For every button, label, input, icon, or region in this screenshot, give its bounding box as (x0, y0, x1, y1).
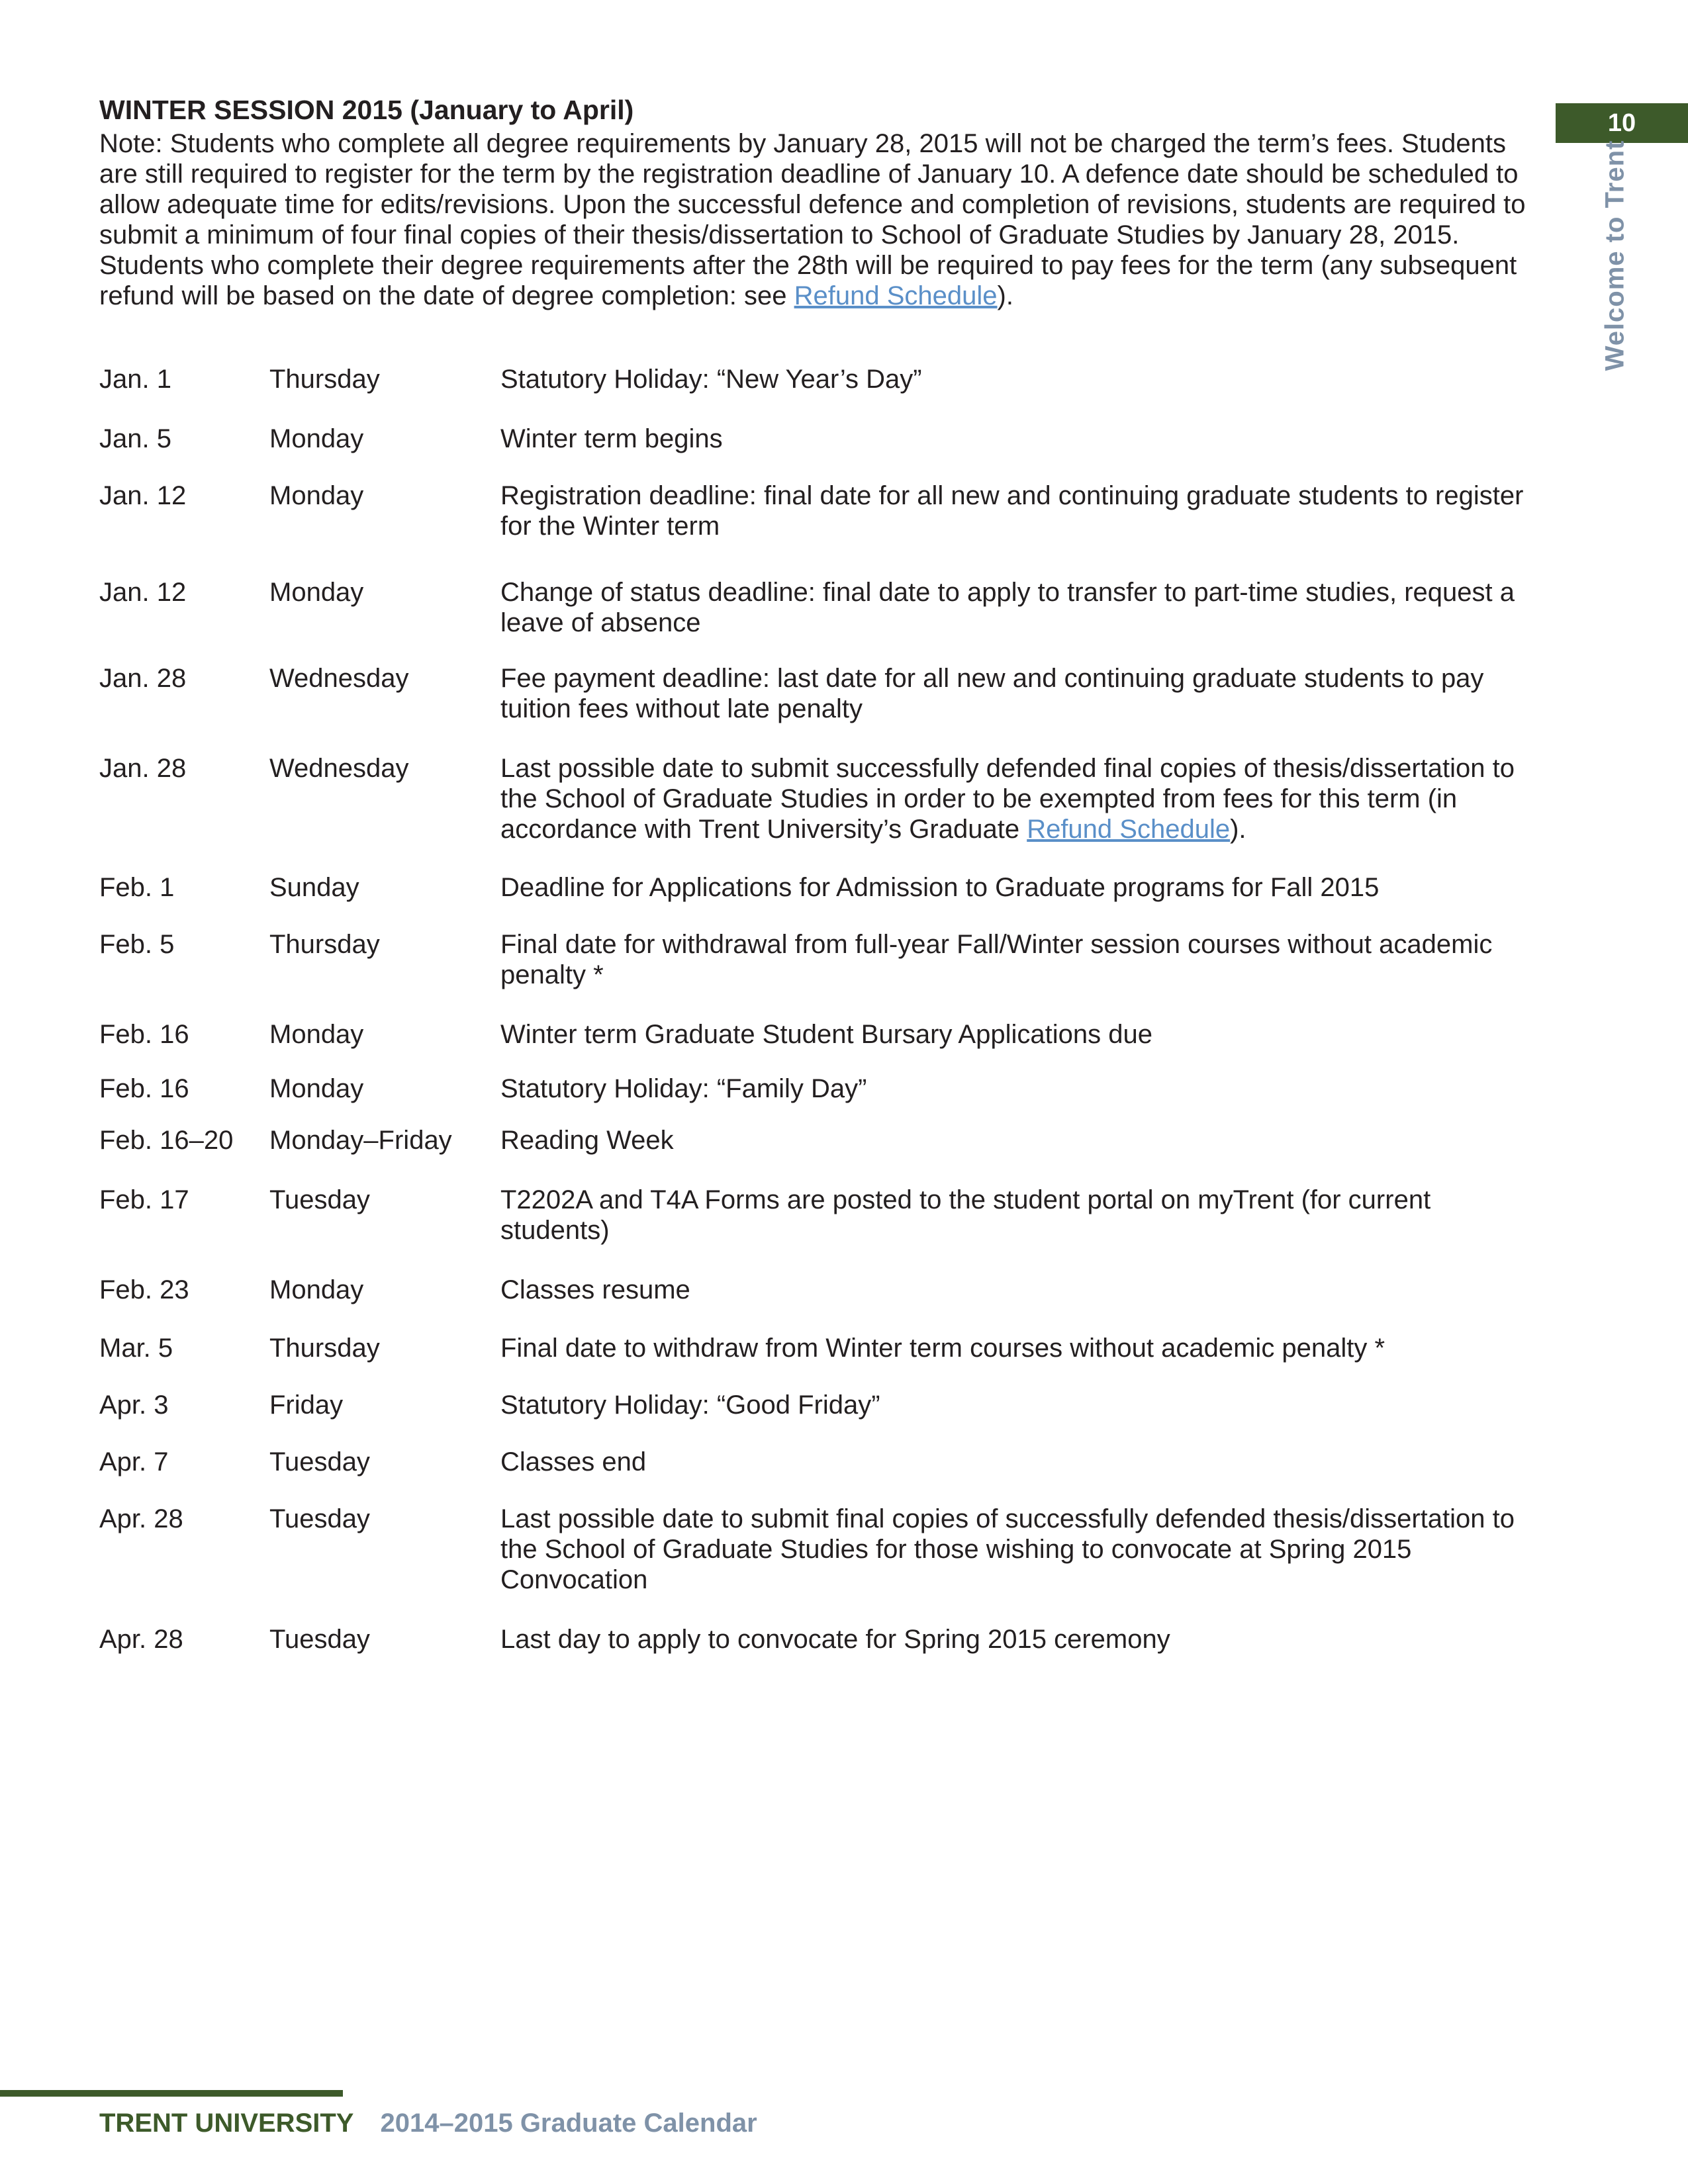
event-description (500, 872, 1542, 903)
event-description-text: Fee payment deadline: last date for all new and continuing graduate students to pay tuition fees without late penalty (500, 664, 1484, 723)
note-text: Note: Students who complete all degree requirements by January 28, 2015 will not be charged the term’s fees. Students are still required to register for the term by the registration deadline of January 10. A defence date should be scheduled to allow adequate time for edits/revisions. Upon the successful defence and completion of revisions, students are required to submit a minimum of four final copies of their thesis/dissertation to School of Graduate Studies by January 28, 2015. Students who complete their degree requirements after the 28th will be required to pay fees for the term (any subsequent refund will be based on the date of degree completion: see (99, 129, 1526, 310)
event-description-text: Final date to withdraw from Winter term courses without academic penalty * (500, 1334, 1385, 1363)
event-day: Tuesday (269, 1504, 370, 1533)
event-row (99, 929, 1542, 990)
page-number-badge: 10 (1556, 103, 1688, 143)
event-date: Jan. 12 (99, 578, 187, 607)
event-description (500, 364, 1542, 394)
note-end: ). (997, 281, 1013, 310)
event-day: Monday (269, 1020, 364, 1049)
section-title: WINTER SESSION 2015 (January to April) (99, 95, 634, 125)
event-day: Sunday (269, 873, 359, 902)
refund-schedule-link[interactable]: Refund Schedule (1027, 815, 1231, 844)
event-day: Tuesday (269, 1185, 370, 1214)
event-description-text: Statutory Holiday: “Good Friday” (500, 1390, 880, 1420)
main-content (99, 93, 1542, 1655)
event-day: Wednesday (269, 754, 409, 783)
event-date: Apr. 28 (99, 1625, 183, 1654)
event-day: Thursday (269, 930, 380, 959)
event-description (500, 1333, 1542, 1363)
event-description (500, 1624, 1542, 1655)
event-date: Feb. 17 (99, 1185, 189, 1214)
event-description (500, 1275, 1542, 1305)
event-day: Monday (269, 424, 364, 453)
event-description (500, 1447, 1542, 1477)
event-row (99, 480, 1542, 541)
event-description-text: Last possible date to submit final copies of successfully defended thesis/dissertation to the School of Graduate Studies for those wishing to convocate at Spring 2015 Convocation (500, 1504, 1515, 1594)
event-description (500, 929, 1542, 990)
event-description-text: Final date for withdrawal from full-year Fall/Winter session courses without academic penalty * (500, 930, 1493, 989)
event-day: Monday (269, 578, 364, 607)
event-description-text: Reading Week (500, 1126, 674, 1155)
event-day: Friday (269, 1390, 344, 1420)
event-description-text: Last possible date to submit successfully defended final copies of thesis/dissertation to the School of Graduate Studies in order to be exempted from fees for this term (in accordance with Trent University’s Graduate (500, 754, 1515, 844)
event-description (500, 577, 1542, 638)
event-date: Jan. 5 (99, 424, 171, 453)
event-description-text: Change of status deadline: final date to apply to transfer to part-time studies, request a leave of absence (500, 578, 1515, 637)
event-description (500, 1504, 1542, 1595)
event-day: Monday–Friday (269, 1126, 452, 1155)
footer (99, 2109, 757, 2138)
event-description-text: Winter term Graduate Student Bursary Applications due (500, 1020, 1152, 1049)
event-description-text: T2202A and T4A Forms are posted to the student portal on myTrent (for current students) (500, 1185, 1431, 1245)
event-description (500, 663, 1542, 724)
event-description-text: Last day to apply to convocate for Spring 2015 ceremony (500, 1625, 1170, 1654)
event-description-text: Registration deadline: final date for all new and continuing graduate students to register for the Winter term (500, 481, 1524, 541)
event-row (99, 1624, 1542, 1655)
footer-rule (0, 2090, 343, 2097)
refund-schedule-link[interactable]: Refund Schedule (794, 281, 998, 310)
event-row (99, 1333, 1542, 1363)
event-date: Feb. 1 (99, 873, 175, 902)
event-day: Wednesday (269, 664, 409, 693)
event-row (99, 1019, 1542, 1050)
event-day: Thursday (269, 1334, 380, 1363)
event-date: Jan. 12 (99, 481, 187, 510)
event-row (99, 424, 1542, 454)
event-row (99, 1185, 1542, 1246)
event-description (500, 753, 1542, 844)
event-day: Monday (269, 1074, 364, 1103)
event-day: Monday (269, 1275, 364, 1304)
event-description (500, 1185, 1542, 1246)
event-row (99, 753, 1542, 844)
event-date: Apr. 3 (99, 1390, 169, 1420)
event-description-text: Winter term begins (500, 424, 723, 453)
event-description (500, 1073, 1542, 1104)
event-row (99, 1073, 1542, 1104)
event-day: Monday (269, 481, 364, 510)
event-row (99, 1390, 1542, 1420)
event-date: Jan. 28 (99, 664, 187, 693)
event-description-text: Deadline for Applications for Admission to Graduate programs for Fall 2015 (500, 873, 1380, 902)
event-row (99, 872, 1542, 903)
event-date: Feb. 16 (99, 1020, 189, 1049)
event-date: Feb. 23 (99, 1275, 189, 1304)
event-date: Feb. 16 (99, 1074, 189, 1103)
section-note (99, 128, 1542, 311)
event-row (99, 1125, 1542, 1156)
event-date: Jan. 28 (99, 754, 187, 783)
event-row (99, 1275, 1542, 1305)
event-date: Feb. 16–20 (99, 1126, 234, 1155)
event-description (500, 1390, 1542, 1420)
event-row (99, 663, 1542, 724)
event-description (500, 424, 1542, 454)
event-row (99, 1447, 1542, 1477)
event-date: Feb. 5 (99, 930, 175, 959)
event-description-text: Statutory Holiday: “New Year’s Day” (500, 365, 922, 394)
event-row (99, 577, 1542, 638)
event-description-text: Statutory Holiday: “Family Day” (500, 1074, 867, 1103)
event-day: Tuesday (269, 1447, 370, 1477)
event-date: Apr. 7 (99, 1447, 169, 1477)
footer-publication: 2014–2015 Graduate Calendar (380, 2109, 757, 2138)
event-row (99, 364, 1542, 394)
event-description (500, 1125, 1542, 1156)
event-description (500, 1019, 1542, 1050)
event-date: Mar. 5 (99, 1334, 173, 1363)
event-date: Apr. 28 (99, 1504, 183, 1533)
section-side-label: Welcome to Trent (1600, 140, 1630, 371)
event-description (500, 480, 1542, 541)
events-table (99, 364, 1542, 1655)
event-description-text: Classes resume (500, 1275, 690, 1304)
footer-org: TRENT UNIVERSITY (99, 2109, 354, 2138)
event-day: Tuesday (269, 1625, 370, 1654)
event-date: Jan. 1 (99, 365, 171, 394)
event-row (99, 1504, 1542, 1595)
event-day: Thursday (269, 365, 380, 394)
event-description-end: ). (1230, 815, 1246, 844)
event-description-text: Classes end (500, 1447, 647, 1477)
